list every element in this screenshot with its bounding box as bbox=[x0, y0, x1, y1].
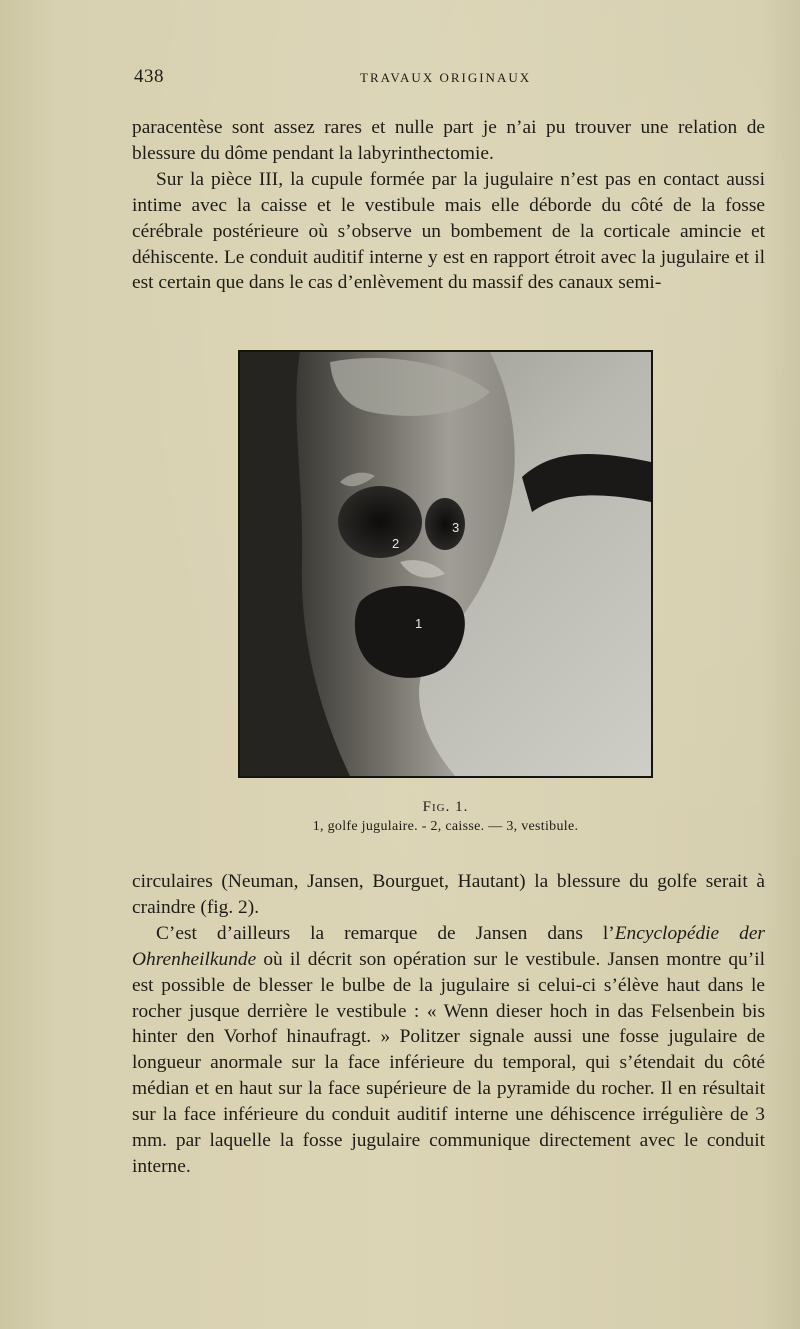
figure-label-text: Fig. 1. bbox=[422, 799, 469, 815]
paragraph-jansen bbox=[132, 921, 765, 1180]
paragraph-continued: paracentèse sont assez rares et nulle part je n’ai pu trouver une relation de blessure du dôme pendant la labyrinthectomie. bbox=[132, 117, 765, 164]
text-block-top bbox=[132, 115, 765, 296]
marker-2: 2 bbox=[392, 536, 400, 551]
paragraph-piece-iii: Sur la pièce III, la cupule formée par la jugulaire n’est pas en contact aussi intime avec la caisse et le vestibule mais elle déborde du côté de la fosse cérébrale postérieure où s’observe un bombement de la corticale amincie et déhiscente. Le conduit auditif interne y est en rapport étroit avec la jugulaire et il est certain que dans le cas d’enlèvement du massif des canaux semi- bbox=[132, 168, 765, 294]
page-number: 438 bbox=[134, 66, 164, 87]
marker-1: 1 bbox=[415, 616, 423, 631]
paragraph-circulaires: circulaires (Neuman, Jansen, Bourguet, Hautant) la blessure du golfe serait à craindre (fig. 2). bbox=[132, 871, 765, 918]
running-title: TRAVAUX ORIGINAUX bbox=[360, 70, 532, 85]
encyclopedia-title: Encyclopédie der Ohrenheilkunde bbox=[132, 922, 765, 970]
paragraph-jansen-rest: où il décrit son opération sur le vestibule. Jansen montre qu’il est possible de blesser le bulbe de la jugulaire si celui-ci s’élève haut dans le rocher jusque derrière le vestibule : « Wenn dieser hoch in das Felsenbein bis hinter den Vorhof hinaufragt. » Politzer signale aussi une fosse jugulaire de longueur anormale sur la face inférieure du temporal, qui s’étendait du côté médian et en haut sur la face supérieure de la pyramide du rocher. Il en résultait sur la face inférieure du conduit auditif interne une déhiscence irrégulière de 3 mm. par laquelle la fosse jugulaire communique directement avec le conduit interne. bbox=[132, 948, 765, 1177]
temporal-bone-photo bbox=[240, 352, 651, 776]
figure-legend: 1, golfe jugulaire. - 2, caisse. — 3, vestibule. bbox=[312, 819, 579, 834]
figure-label bbox=[238, 799, 653, 816]
running-head bbox=[134, 66, 764, 92]
text-block-bottom bbox=[132, 869, 765, 1180]
figure-photograph bbox=[238, 350, 653, 778]
paragraph-jansen-start: C’est d’ailleurs la remarque de Jansen dans l’ bbox=[156, 922, 615, 944]
marker-3: 3 bbox=[452, 520, 460, 535]
